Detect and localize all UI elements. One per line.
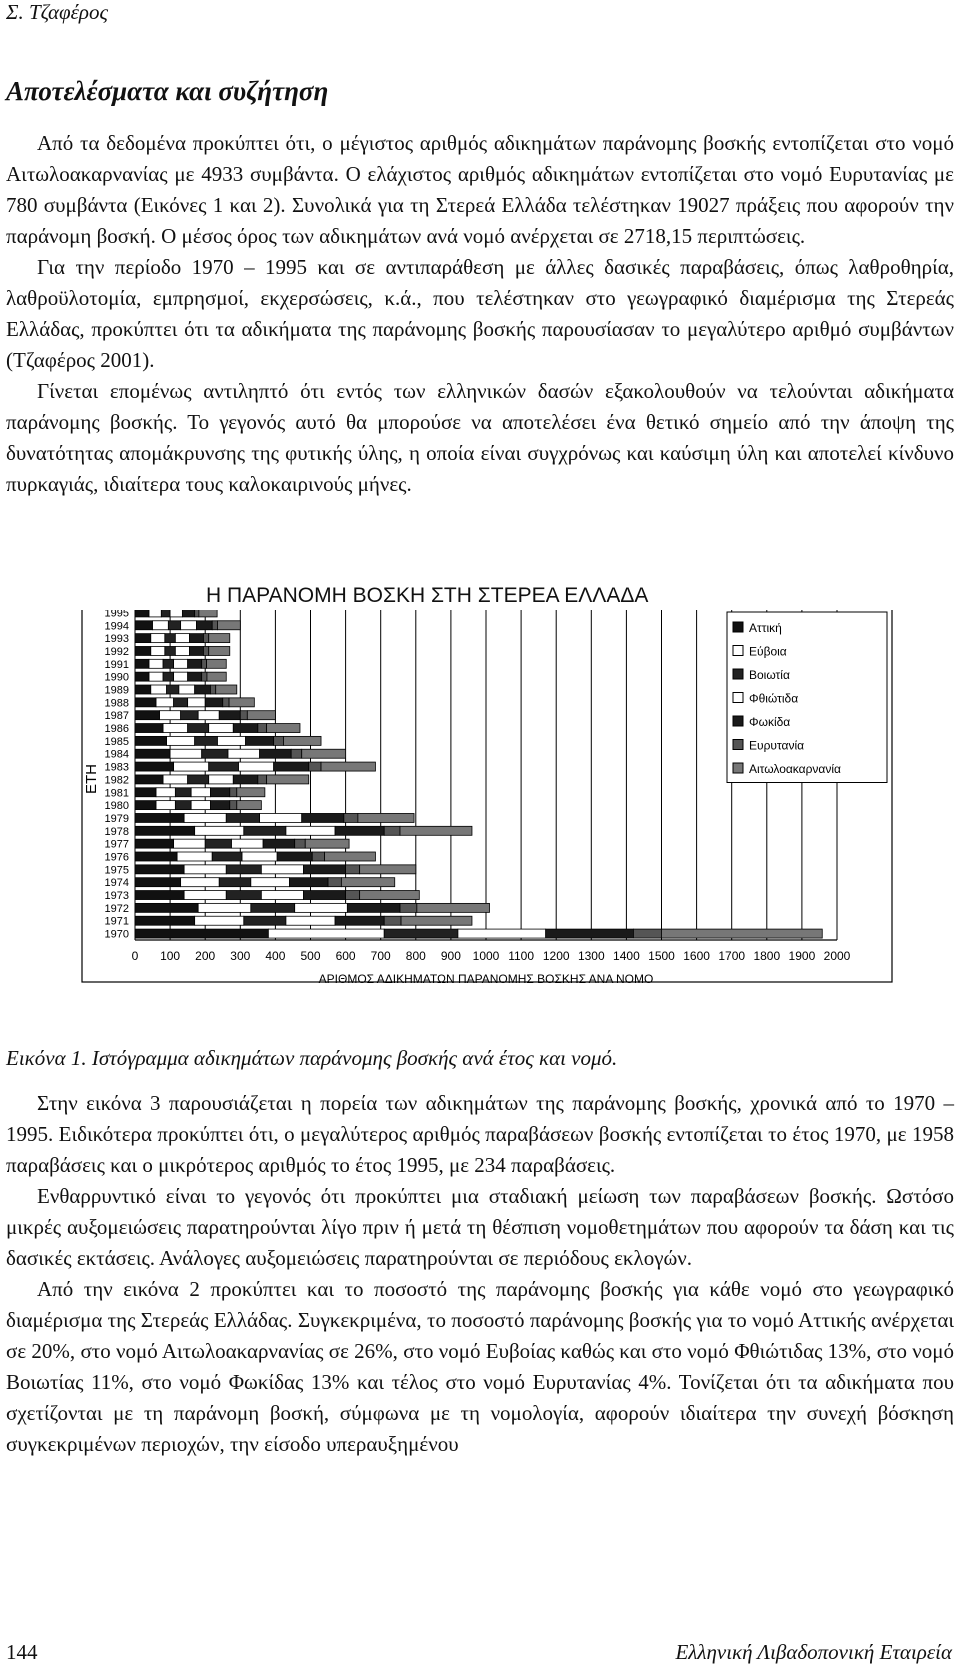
bar-segment: [174, 659, 188, 668]
bar-segment: [226, 813, 259, 822]
y-tick-label: 1991: [104, 658, 129, 671]
bar-segment: [163, 775, 188, 784]
bar-segment: [295, 903, 348, 912]
bar-segment: [335, 826, 384, 835]
bar-segment: [302, 749, 346, 758]
bar-segment: [174, 672, 188, 681]
bar-segment: [328, 878, 341, 887]
bar-segment: [400, 903, 417, 912]
x-tick-label: 1700: [718, 949, 746, 963]
y-tick-label: 1989: [104, 684, 129, 697]
bar-segment: [170, 749, 202, 758]
bar-segment: [209, 646, 230, 655]
bar-segment: [303, 865, 345, 874]
bar-segment: [203, 646, 208, 655]
bar-segment: [219, 711, 240, 720]
x-tick-label: 1900: [788, 949, 816, 963]
bar-segment: [175, 634, 189, 643]
bar-segment: [184, 891, 226, 900]
paragraph: Από τα δεδομένα προκύπτει ότι, ο μέγιστος αριθμός αδικημάτων παράνομης βοσκής εντοπίζεται στο νομό Αιτωλοακαρνανίας με 4933 συμβάντα. Ο ελάχιστος αριθμός αδικημάτων εντοπίζεται στο νομό Ευρυτανίας με 780 συμβάντα (Εικόνες 1 και 2). Συνολικά για τη Στερεά Ελλάδα τελέστηκαν 19027 πράξεις που αφορούν την παράνομη βοσκή. Ο μέσος όρος των αδικημάτων ανά νομό ανέρχεται σε 2718,15 περιπτώσεις.: [6, 131, 954, 248]
bar-segment: [205, 698, 223, 707]
x-tick-label: 1300: [577, 949, 605, 963]
bar-segment: [216, 685, 237, 694]
bar-segment: [347, 903, 400, 912]
bar-segment: [149, 610, 161, 617]
y-tick-label: 1983: [104, 761, 129, 774]
bar-segment: [195, 685, 211, 694]
bar-segment: [202, 749, 228, 758]
legend-label: Φωκίδα: [749, 715, 791, 729]
bar-segment: [295, 839, 306, 848]
y-tick-label: 1978: [104, 825, 129, 838]
stacked-bar-chart: [0, 610, 960, 1040]
bar-segment: [181, 878, 220, 887]
bar-segment: [237, 801, 262, 810]
bar-segment: [182, 610, 194, 617]
bar-segment: [149, 659, 163, 668]
bar-segment: [360, 891, 420, 900]
bar-segment: [210, 801, 229, 810]
bar-segment: [167, 736, 195, 745]
bar-segment: [237, 788, 265, 797]
bar-segment: [401, 916, 472, 925]
legend-label: Βοιωτία: [749, 668, 790, 682]
bar-segment: [135, 685, 151, 694]
y-tick-label: 1974: [104, 877, 129, 890]
bar-segment: [261, 865, 303, 874]
bar-segment: [251, 878, 290, 887]
bar-segment: [174, 698, 188, 707]
bar-segment: [156, 788, 175, 797]
y-tick-label: 1984: [104, 748, 129, 761]
y-tick-label: 1979: [104, 812, 129, 825]
bar-segment: [400, 826, 472, 835]
bar-segment: [191, 788, 210, 797]
figure-caption: Εικόνα 1. Ιστόγραμμα αδικημάτων παράνομης βοσκής ανά έτος και νομό.: [6, 1046, 618, 1070]
bar-segment: [151, 685, 167, 694]
bar-segment: [135, 826, 195, 835]
y-tick-label: 1995: [104, 610, 129, 620]
legend-swatch: [733, 716, 743, 726]
bar-segment: [195, 916, 244, 925]
bar-segment: [188, 724, 209, 733]
bar-segment: [209, 775, 234, 784]
bar-segment: [198, 903, 251, 912]
legend-swatch: [733, 669, 743, 679]
bar-segment: [181, 621, 197, 630]
bar-segment: [358, 813, 414, 822]
bar-segment: [360, 865, 416, 874]
bar-segment: [546, 929, 634, 938]
bar-segment: [135, 646, 151, 655]
bar-segment: [233, 775, 258, 784]
bar-segment: [174, 762, 209, 771]
bar-segment: [181, 711, 199, 720]
bar-segment: [209, 762, 239, 771]
y-tick-label: 1994: [104, 620, 129, 633]
bar-segment: [233, 724, 258, 733]
x-tick-label: 800: [405, 949, 426, 963]
y-tick-label: 1986: [104, 723, 129, 736]
bar-segment: [160, 711, 181, 720]
y-tick-label: 1982: [104, 774, 129, 787]
bar-segment: [175, 788, 191, 797]
figure-1: [0, 610, 960, 1045]
x-tick-label: 400: [265, 949, 286, 963]
x-tick-label: 1100: [508, 949, 535, 963]
bar-segment: [135, 903, 198, 912]
bar-segment: [135, 659, 149, 668]
bar-segment: [135, 634, 151, 643]
y-tick-label: 1975: [104, 864, 129, 877]
legend-swatch: [733, 646, 743, 656]
bar-segment: [251, 903, 295, 912]
bar-segment: [149, 672, 163, 681]
body-text-top: [6, 128, 954, 500]
x-tick-label: 1500: [648, 949, 675, 963]
y-tick-label: 1980: [104, 800, 129, 813]
bar-segment: [184, 813, 226, 822]
paragraph: Από την εικόνα 2 προκύπτει και το ποσοστό της παράνομης βοσκής για κάθε νομό στο γεωγραφικό διαμέρισμα της Στερεάς Ελλάδας. Συγκεκριμένα, το ποσοστό παράνομης βοσκής για το νομό Αττικής ανέρχεται σε 20%, στο νομό Αιτωλοακαρνανίας σε 26%, στο νομό Ευβοίας καθώς και στο νομό Φθιώτιδας 13%, στο νομό Βοιωτίας 11%, στο νομό Φωκίδας 13% και τέλος στο νομό Ευρυτανίας 4%. Τονίζεται ότι τα αδικήματα που σχετίζονται με τη παράνομη βοσκή, σύμφωνα με τη νομολογία, αφορούν ιδιαίτερα την συνεχή βόσκηση συγκεκριμένων περιοχών, την είσοδο υπεραυξημένου: [6, 1277, 954, 1456]
bar-segment: [244, 826, 286, 835]
bar-segment: [207, 672, 226, 681]
y-tick-label: 1973: [104, 890, 129, 903]
bar-segment: [163, 672, 174, 681]
bar-segment: [219, 878, 251, 887]
bar-segment: [384, 929, 458, 938]
bar-segment: [246, 736, 274, 745]
legend-label: Αττική: [749, 621, 782, 635]
bar-segment: [161, 610, 170, 617]
bar-segment: [633, 929, 661, 938]
bar-segment: [240, 711, 247, 720]
y-tick-label: 1993: [104, 633, 129, 646]
bar-segment: [209, 724, 234, 733]
bar-segment: [207, 659, 227, 668]
paragraph: Για την περίοδο 1970 – 1995 και σε αντιπαράθεση με άλλες δασικές παραβάσεις, όπως λαθροθηρία, λαθροϋλοτομία, εμπρησμοί, εκχερσώσεις, κ.ά., που τελέστηκαν στο γεωγραφικό διαμέρισμα της Στερεάς Ελλάδας, προκύπτει ότι τα αδικήματα της παράνομης βοσκής παρουσίασαν το μεγαλύτερο αριθμό συμβάντων (Τζαφέρος 2001).: [6, 255, 954, 372]
page-number: 144: [6, 1640, 38, 1664]
bar-segment: [384, 826, 400, 835]
x-tick-label: 0: [131, 949, 139, 963]
x-tick-label: 1200: [542, 949, 570, 963]
bar-segment: [135, 839, 174, 848]
bar-segment: [151, 646, 165, 655]
bar-segment: [229, 698, 254, 707]
bar-segment: [260, 813, 302, 822]
bar-segment: [247, 711, 275, 720]
y-tick-label: 1987: [104, 710, 129, 723]
bar-segment: [274, 736, 284, 745]
bar-segment: [260, 749, 292, 758]
bar-segment: [135, 813, 184, 822]
bar-segment: [175, 801, 191, 810]
bar-segment: [286, 826, 335, 835]
bar-segment: [135, 775, 163, 784]
bar-segment: [135, 852, 177, 861]
x-tick-label: 600: [335, 949, 356, 963]
bar-segment: [286, 916, 335, 925]
legend-label: Φθιώτιδα: [749, 691, 799, 706]
bar-segment: [198, 711, 219, 720]
bar-segment: [156, 801, 175, 810]
y-tick-label: 1985: [104, 735, 129, 748]
bar-segment: [346, 891, 360, 900]
bar-segment: [135, 621, 153, 630]
bar-segment: [188, 672, 202, 681]
bar-segment: [135, 711, 160, 720]
bar-segment: [135, 865, 184, 874]
bar-segment: [212, 852, 242, 861]
paragraph: Στην εικόνα 3 παρουσιάζεται η πορεία των αδικημάτων της παράνομης βοσκής, χρονικά από το 1970 – 1995. Ειδικότερα προκύπτει ότι, ο μεγαλύτερος αριθμός παραβάσεων βοσκής εντοπίζεται το έτος 1970, με 1958 παραβάσεις και ο μικρότερος αριθμός το έτος 1995, με 234 παραβάσεις.: [6, 1091, 954, 1177]
bar-segment: [302, 813, 344, 822]
bar-segment: [226, 865, 261, 874]
bar-segment: [344, 813, 358, 822]
bar-segment: [274, 762, 309, 771]
legend-swatch: [733, 693, 743, 703]
x-tick-label: 500: [300, 949, 321, 963]
bar-segment: [244, 916, 286, 925]
x-tick-label: 200: [195, 949, 216, 963]
bar-segment: [135, 878, 181, 887]
bar-segment: [174, 839, 206, 848]
bar-segment: [191, 801, 210, 810]
y-tick-label: 1988: [104, 697, 129, 710]
bar-segment: [199, 610, 217, 617]
bar-segment: [196, 621, 212, 630]
bar-segment: [188, 659, 202, 668]
bar-segment: [195, 826, 244, 835]
x-tick-label: 900: [440, 949, 461, 963]
bar-segment: [135, 749, 170, 758]
bar-segment: [321, 762, 375, 771]
bar-segment: [230, 801, 237, 810]
bar-segment: [135, 672, 149, 681]
bar-segment: [202, 672, 207, 681]
bar-segment: [135, 698, 156, 707]
x-tick-label: 1000: [472, 949, 500, 963]
bar-segment: [303, 891, 345, 900]
bar-segment: [165, 646, 176, 655]
bar-segment: [305, 839, 349, 848]
bar-segment: [135, 916, 195, 925]
chart-title: Η ΠΑΡΑΝΟΜΗ ΒΟΣΚΗ ΣΤΗ ΣΤΕΡΕΑ ΕΛΛΑΔΑ: [206, 584, 649, 607]
bar-segment: [212, 621, 217, 630]
bar-segment: [417, 903, 490, 912]
bar-segment: [195, 736, 218, 745]
bar-segment: [258, 724, 267, 733]
x-tick-label: 300: [230, 949, 251, 963]
y-tick-label: 1971: [104, 915, 129, 928]
bar-segment: [289, 878, 328, 887]
bar-segment: [226, 891, 261, 900]
bar-segment: [268, 929, 384, 938]
bar-segment: [267, 775, 309, 784]
bar-segment: [662, 929, 823, 938]
paragraph: Ενθαρρυντικό είναι το γεγονός ότι προκύπτει μια σταδιακή μείωση των παραβάσεων βοσκής. Ωστόσο μικρές αυξομειώσεις παρατηρούνται λίγο πριν ή μετά τη θέσπιση νομοθετημάτων που αφορούν τα δάση και τις δασικές εκτάσεις. Ανάλογες αυξομειώσεις παρατηρούνται σε περιόδους εκλογών.: [6, 1184, 954, 1270]
bar-segment: [209, 634, 230, 643]
bar-segment: [153, 621, 169, 630]
bar-segment: [167, 685, 179, 694]
x-tick-label: 1800: [753, 949, 781, 963]
bar-segment: [232, 839, 264, 848]
bar-segment: [156, 698, 174, 707]
bar-segment: [223, 698, 229, 707]
bar-segment: [184, 865, 226, 874]
bar-segment: [202, 659, 207, 668]
bar-segment: [135, 929, 268, 938]
bar-segment: [188, 775, 209, 784]
bar-segment: [188, 698, 206, 707]
bar-segment: [135, 891, 184, 900]
y-tick-label: 1972: [104, 902, 129, 915]
bar-segment: [151, 634, 165, 643]
bar-segment: [312, 852, 324, 861]
bar-segment: [217, 621, 240, 630]
bar-segment: [346, 865, 360, 874]
bar-segment: [261, 891, 303, 900]
x-tick-label: 100: [160, 949, 181, 963]
bar-segment: [277, 852, 312, 861]
y-tick-label: 1990: [104, 671, 129, 684]
legend-label: Αιτωλοακαρνανία: [749, 762, 841, 776]
y-axis-label: ΕΤΗ: [83, 764, 100, 794]
x-tick-label: 1600: [683, 949, 710, 963]
bar-segment: [135, 724, 163, 733]
x-tick-label: 700: [370, 949, 391, 963]
bar-segment: [258, 775, 267, 784]
bar-segment: [135, 610, 149, 617]
body-text-bottom: [6, 1088, 954, 1460]
bar-segment: [189, 634, 203, 643]
bar-segment: [163, 659, 174, 668]
bar-segment: [283, 736, 321, 745]
bar-segment: [195, 610, 199, 617]
bar-segment: [177, 852, 212, 861]
bar-segment: [335, 916, 384, 925]
bar-segment: [135, 788, 156, 797]
paragraph: Γίνεται επομένως αντιληπτό ότι εντός των ελληνικών δασών εξακολουθούν να τελούνται αδικήματα παράνομης βοσκής. Το γεγονός αυτό θα μπορούσε να αποτελέσει ένα θετικό σημείο από την άποψη της δυνατότητας απομάκρυνσης της φυτικής ύλης, η οποία είναι συγχρόνως και καύσιμη ύλη και αποτελεί κίνδυνο πυρκαγιάς, ιδιαίτερα τους καλοκαιρινούς μήνες.: [6, 379, 954, 496]
bar-segment: [291, 749, 302, 758]
legend-label: Ευρυτανία: [749, 738, 805, 753]
bar-segment: [230, 788, 237, 797]
bar-segment: [267, 724, 300, 733]
section-title: Αποτελέσματα και συζήτηση: [6, 76, 329, 106]
bar-segment: [210, 685, 215, 694]
bar-segment: [309, 762, 321, 771]
bar-segment: [168, 621, 180, 630]
bar-segment: [242, 852, 277, 861]
bar-segment: [189, 646, 203, 655]
y-tick-label: 1970: [104, 928, 129, 941]
bar-segment: [341, 878, 394, 887]
footer-publisher: Ελληνική Λιβαδοπονική Εταιρεία: [675, 1640, 952, 1664]
running-head: Σ. Τζαφέρος: [6, 0, 108, 24]
bar-segment: [175, 646, 189, 655]
bar-segment: [228, 749, 260, 758]
x-axis-label: ΑΡΙΘΜΟΣ ΑΔΙΚΗΜΑΤΩΝ ΠΑΡΑΝΟΜΗΣ ΒΟΣΚΗΣ ΑΝΑ ΝΟΜΟ: [318, 972, 654, 986]
legend-swatch: [733, 740, 743, 750]
legend-label: Εύβοια: [749, 644, 787, 659]
bar-segment: [210, 788, 229, 797]
bar-segment: [170, 610, 182, 617]
bar-segment: [203, 634, 208, 643]
y-tick-label: 1976: [104, 851, 129, 864]
x-tick-label: 1400: [613, 949, 640, 963]
bar-segment: [179, 685, 195, 694]
bar-segment: [163, 724, 188, 733]
bar-segment: [263, 839, 295, 848]
bar-segment: [384, 916, 401, 925]
y-tick-label: 1981: [104, 787, 129, 800]
bar-segment: [217, 736, 245, 745]
bar-segment: [135, 801, 156, 810]
y-tick-label: 1992: [104, 645, 129, 658]
bar-segment: [239, 762, 274, 771]
bar-segment: [458, 929, 546, 938]
bar-segment: [135, 762, 174, 771]
bar-segment: [325, 852, 376, 861]
legend-swatch: [733, 763, 743, 773]
x-tick-label: 2000: [823, 949, 851, 963]
y-tick-label: 1977: [104, 838, 129, 851]
bar-segment: [135, 736, 167, 745]
bar-segment: [205, 839, 231, 848]
bar-segment: [165, 634, 176, 643]
legend-swatch: [733, 622, 743, 632]
